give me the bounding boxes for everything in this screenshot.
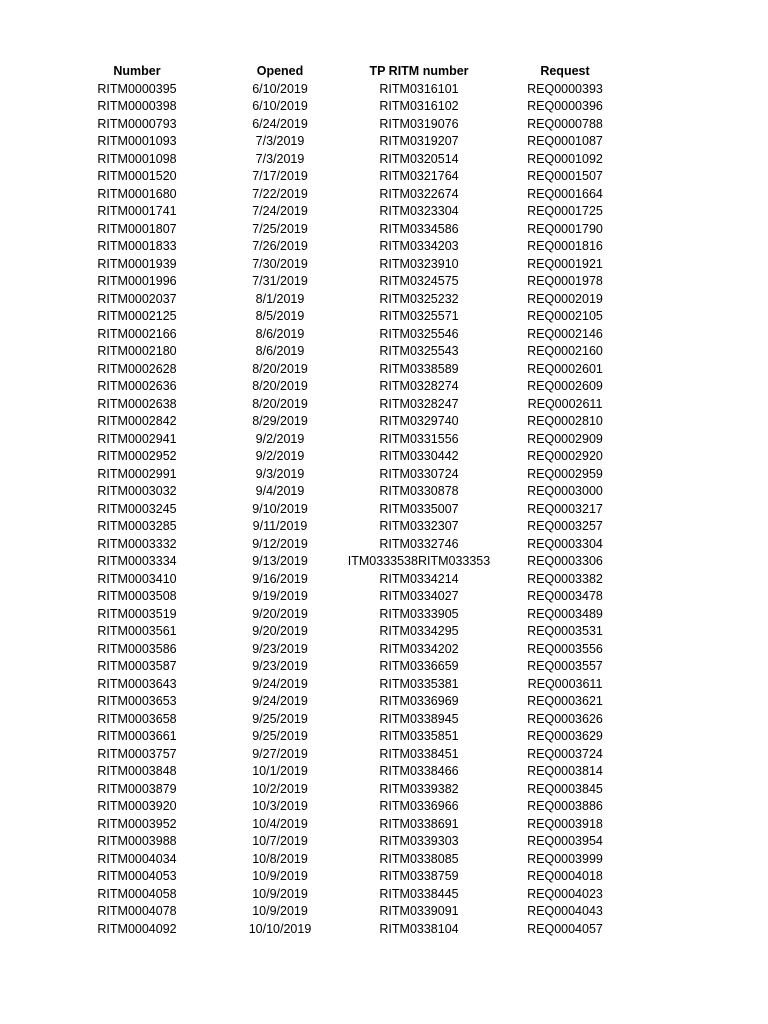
cell-tp-ritm-number: RITM0334203 (379, 239, 459, 253)
cell-tp-ritm-number: RITM0338451 (379, 746, 459, 761)
table-row (0, 536, 768, 554)
table-row (0, 378, 768, 396)
cell-request: REQ0003611 (527, 676, 603, 691)
cell-tp-ritm-number: RITM0319207 (379, 134, 459, 148)
cell-number: RITM0003848 (97, 764, 177, 778)
cell-request: REQ0001507 (527, 169, 603, 183)
cell-tp-ritm-number: RITM0334295 (379, 624, 459, 638)
cell-request: REQ0003257 (527, 519, 603, 533)
cell-opened: 10/10/2019 (248, 921, 312, 936)
cell-number: RITM0002941 (97, 431, 177, 446)
cell-tp-ritm-number: RITM0329740 (379, 414, 459, 428)
cell-number: RITM0003410 (97, 571, 177, 586)
cell-tp-ritm-number: RITM0334214 (379, 571, 459, 586)
cell-request: REQ0003217 (527, 501, 603, 516)
cell-request: REQ0003000 (527, 484, 603, 498)
table-row (0, 413, 768, 431)
table-row (0, 693, 768, 711)
cell-tp-ritm-number: RITM0325571 (379, 309, 459, 323)
table-row (0, 343, 768, 361)
cell-request: REQ0003626 (527, 711, 603, 726)
cell-tp-ritm-number: RITM0338085 (379, 851, 459, 866)
cell-tp-ritm-number: RITM0324575 (379, 274, 459, 288)
cell-tp-ritm-number: RITM0330878 (379, 484, 459, 498)
cell-tp-ritm-number: RITM0331556 (379, 431, 459, 446)
cell-request: REQ0003724 (527, 746, 603, 761)
cell-request: REQ0002959 (527, 466, 603, 481)
cell-request: REQ0002601 (527, 361, 603, 376)
cell-request: REQ0003304 (527, 536, 603, 551)
cell-request: REQ0002160 (527, 344, 603, 358)
cell-request: REQ0001092 (527, 151, 603, 166)
cell-opened: 8/6/2019 (255, 326, 305, 341)
cell-request: REQ0003999 (527, 851, 603, 866)
cell-number: RITM0000398 (97, 99, 177, 113)
table-row (0, 168, 768, 186)
table-row (0, 588, 768, 606)
cell-opened: 9/24/2019 (252, 676, 308, 691)
cell-request: REQ0002810 (527, 414, 603, 428)
cell-opened: 8/29/2019 (252, 414, 308, 428)
cell-opened: 9/2/2019 (255, 431, 305, 446)
cell-opened: 9/23/2019 (252, 659, 308, 673)
cell-opened: 8/20/2019 (252, 379, 308, 393)
cell-opened: 9/16/2019 (252, 571, 308, 586)
cell-request: REQ0002611 (527, 396, 603, 411)
cell-tp-ritm-number: RITM0325546 (379, 326, 459, 341)
cell-request: REQ0003306 (527, 554, 603, 568)
cell-tp-ritm-number: RITM0316101 (379, 81, 459, 96)
cell-number: RITM0003879 (97, 781, 177, 796)
cell-request: REQ0003556 (527, 641, 603, 656)
cell-tp-ritm-number: RITM0335381 (379, 676, 459, 691)
cell-tp-ritm-number: RITM0339382 (379, 781, 459, 796)
cell-number: RITM0003653 (97, 694, 177, 708)
table-row (0, 273, 768, 291)
cell-number: RITM0002628 (97, 361, 177, 376)
cell-number: RITM0001680 (97, 186, 177, 201)
cell-request: REQ0003489 (527, 606, 603, 621)
table-row (0, 466, 768, 484)
table-row (0, 81, 768, 99)
cell-number: RITM0004092 (97, 921, 177, 936)
table-row (0, 851, 768, 869)
cell-request: REQ0002909 (527, 431, 603, 446)
cell-number: RITM0002952 (97, 449, 177, 463)
cell-number: RITM0002636 (97, 379, 177, 393)
cell-opened: 10/3/2019 (252, 799, 308, 813)
table-row (0, 798, 768, 816)
header-number: Number (113, 64, 161, 78)
cell-tp-ritm-number: RITM0323910 (379, 256, 459, 271)
cell-number: RITM0001093 (97, 134, 177, 148)
cell-tp-ritm-number: RITM0338691 (379, 816, 459, 831)
cell-request: REQ0002920 (527, 449, 603, 463)
cell-tp-ritm-number: RITM0338945 (379, 711, 459, 726)
table-row (0, 711, 768, 729)
cell-request: REQ0004043 (527, 904, 603, 918)
cell-number: RITM0002166 (97, 326, 177, 341)
cell-request: REQ0001087 (527, 134, 603, 148)
cell-opened: 9/25/2019 (252, 711, 308, 726)
cell-number: RITM0003245 (97, 501, 177, 516)
cell-opened: 6/24/2019 (252, 116, 308, 131)
cell-tp-ritm-number: RITM0319076 (379, 116, 459, 131)
cell-number: RITM0002125 (97, 309, 177, 323)
cell-number: RITM0004078 (97, 904, 177, 918)
cell-opened: 10/4/2019 (252, 816, 308, 831)
table-row (0, 448, 768, 466)
table-row (0, 518, 768, 536)
cell-number: RITM0003920 (97, 799, 177, 813)
cell-opened: 7/3/2019 (255, 151, 305, 166)
cell-opened: 9/3/2019 (255, 466, 305, 481)
cell-opened: 9/27/2019 (252, 746, 308, 761)
cell-opened: 10/2/2019 (252, 781, 308, 796)
cell-request: REQ0004023 (527, 886, 603, 901)
cell-opened: 10/9/2019 (252, 869, 308, 883)
table-row (0, 571, 768, 589)
cell-opened: 9/13/2019 (252, 554, 308, 568)
cell-request: REQ0003814 (527, 764, 603, 778)
cell-opened: 10/7/2019 (252, 834, 308, 848)
cell-tp-ritm-number: RITM0336966 (379, 799, 459, 813)
cell-opened: 9/12/2019 (252, 536, 308, 551)
cell-request: REQ0000396 (527, 99, 603, 113)
cell-opened: 10/9/2019 (252, 904, 308, 918)
cell-tp-ritm-number: ITM0333538RITM033353 (347, 554, 491, 568)
cell-opened: 7/22/2019 (252, 186, 308, 201)
cell-request: REQ0003629 (527, 729, 603, 743)
table-row (0, 308, 768, 326)
cell-request: REQ0003918 (527, 816, 603, 831)
cell-tp-ritm-number: RITM0321764 (379, 169, 459, 183)
cell-tp-ritm-number: RITM0336659 (379, 659, 459, 673)
cell-opened: 10/8/2019 (252, 851, 308, 866)
cell-tp-ritm-number: RITM0328247 (379, 396, 459, 411)
table-row (0, 483, 768, 501)
cell-tp-ritm-number: RITM0334027 (379, 589, 459, 603)
cell-number: RITM0002638 (97, 396, 177, 411)
cell-request: REQ0002019 (527, 291, 603, 306)
table-row (0, 203, 768, 221)
cell-tp-ritm-number: RITM0332307 (379, 519, 459, 533)
cell-opened: 9/4/2019 (255, 484, 305, 498)
cell-tp-ritm-number: RITM0323304 (379, 204, 459, 218)
cell-opened: 8/20/2019 (252, 361, 308, 376)
cell-opened: 7/26/2019 (252, 239, 308, 253)
cell-request: REQ0001978 (527, 274, 603, 288)
cell-opened: 7/31/2019 (252, 274, 308, 288)
cell-tp-ritm-number: RITM0325543 (379, 344, 459, 358)
cell-opened: 8/1/2019 (255, 291, 305, 306)
cell-number: RITM0002180 (97, 344, 177, 358)
cell-tp-ritm-number: RITM0322674 (379, 186, 459, 201)
cell-number: RITM0004058 (97, 886, 177, 901)
table-row (0, 816, 768, 834)
cell-request: REQ0002609 (527, 379, 603, 393)
table-row (0, 728, 768, 746)
cell-tp-ritm-number: RITM0333905 (379, 606, 459, 621)
cell-opened: 8/6/2019 (255, 344, 305, 358)
cell-opened: 9/20/2019 (252, 624, 308, 638)
cell-number: RITM0002842 (97, 414, 177, 428)
header-row (0, 63, 768, 81)
table-row (0, 221, 768, 239)
cell-opened: 7/3/2019 (255, 134, 305, 148)
cell-number: RITM0000793 (97, 116, 177, 131)
header-tp-ritm-number: TP RITM number (369, 64, 469, 78)
cell-opened: 8/5/2019 (255, 309, 305, 323)
header-opened: Opened (256, 64, 304, 78)
cell-number: RITM0001741 (97, 204, 177, 218)
cell-number: RITM0003988 (97, 834, 177, 848)
cell-number: RITM0003285 (97, 519, 177, 533)
cell-opened: 9/25/2019 (252, 729, 308, 743)
cell-opened: 9/24/2019 (252, 694, 308, 708)
cell-request: REQ0001664 (527, 186, 603, 201)
table-row (0, 868, 768, 886)
cell-number: RITM0003334 (97, 554, 177, 568)
cell-opened: 9/23/2019 (252, 641, 308, 656)
cell-tp-ritm-number: RITM0338759 (379, 869, 459, 883)
cell-tp-ritm-number: RITM0338445 (379, 886, 459, 901)
table-row (0, 833, 768, 851)
cell-number: RITM0003586 (97, 641, 177, 656)
cell-request: REQ0002105 (527, 309, 603, 323)
table-row (0, 256, 768, 274)
cell-number: RITM0004034 (97, 851, 177, 866)
cell-opened: 6/10/2019 (252, 81, 308, 96)
table-row (0, 553, 768, 571)
cell-opened: 10/1/2019 (252, 764, 308, 778)
table-row (0, 116, 768, 134)
table-row (0, 396, 768, 414)
table-row (0, 903, 768, 921)
cell-opened: 7/30/2019 (252, 256, 308, 271)
table-row (0, 361, 768, 379)
cell-request: REQ0001816 (527, 239, 603, 253)
cell-number: RITM0003332 (97, 536, 177, 551)
spreadsheet-table (0, 63, 768, 938)
cell-number: RITM0001833 (97, 239, 177, 253)
cell-tp-ritm-number: RITM0334586 (379, 221, 459, 236)
table-row (0, 151, 768, 169)
cell-number: RITM0003661 (97, 729, 177, 743)
table-row (0, 641, 768, 659)
cell-request: REQ0003557 (527, 659, 603, 673)
table-row (0, 326, 768, 344)
cell-request: REQ0003886 (527, 799, 603, 813)
cell-number: RITM0001098 (97, 151, 177, 166)
cell-number: RITM0001807 (97, 221, 177, 236)
cell-tp-ritm-number: RITM0338104 (379, 921, 459, 936)
table-row (0, 186, 768, 204)
cell-number: RITM0000395 (97, 81, 177, 96)
cell-request: REQ0003621 (527, 694, 603, 708)
cell-request: REQ0002146 (527, 326, 603, 341)
cell-tp-ritm-number: RITM0330442 (379, 449, 459, 463)
table-row (0, 676, 768, 694)
cell-request: REQ0003478 (527, 589, 603, 603)
cell-tp-ritm-number: RITM0316102 (379, 99, 459, 113)
cell-opened: 10/9/2019 (252, 886, 308, 901)
table-row (0, 623, 768, 641)
cell-tp-ritm-number: RITM0325232 (379, 291, 459, 306)
cell-number: RITM0001520 (97, 169, 177, 183)
cell-opened: 9/20/2019 (252, 606, 308, 621)
cell-number: RITM0001939 (97, 256, 177, 271)
cell-tp-ritm-number: RITM0334202 (379, 641, 459, 656)
cell-request: REQ0001921 (527, 256, 603, 271)
cell-opened: 9/10/2019 (252, 501, 308, 516)
cell-opened: 7/25/2019 (252, 221, 308, 236)
cell-request: REQ0000393 (527, 81, 603, 96)
cell-tp-ritm-number: RITM0338589 (379, 361, 459, 376)
cell-request: REQ0004057 (527, 921, 603, 936)
table-row (0, 763, 768, 781)
cell-opened: 8/20/2019 (252, 396, 308, 411)
cell-opened: 7/17/2019 (252, 169, 308, 183)
cell-request: REQ0001725 (527, 204, 603, 218)
cell-number: RITM0003658 (97, 711, 177, 726)
cell-number: RITM0003032 (97, 484, 177, 498)
table-row (0, 886, 768, 904)
table-row (0, 133, 768, 151)
cell-request: REQ0003531 (527, 624, 603, 638)
cell-tp-ritm-number: RITM0339091 (379, 904, 459, 918)
table-row (0, 291, 768, 309)
cell-number: RITM0003643 (97, 676, 177, 691)
cell-number: RITM0002991 (97, 466, 177, 481)
header-request: Request (540, 64, 590, 78)
table-row (0, 658, 768, 676)
table-row (0, 431, 768, 449)
cell-tp-ritm-number: RITM0330724 (379, 466, 459, 481)
table-row (0, 501, 768, 519)
cell-number: RITM0003952 (97, 816, 177, 831)
table-row (0, 746, 768, 764)
cell-opened: 9/11/2019 (252, 519, 308, 533)
cell-request: REQ0003954 (527, 834, 603, 848)
cell-opened: 9/19/2019 (252, 589, 308, 603)
cell-request: REQ0003382 (527, 571, 603, 586)
cell-request: REQ0000788 (527, 116, 603, 131)
table-row (0, 98, 768, 116)
cell-number: RITM0003508 (97, 589, 177, 603)
cell-number: RITM0003519 (97, 606, 177, 621)
cell-tp-ritm-number: RITM0335007 (379, 501, 459, 516)
cell-tp-ritm-number: RITM0338466 (379, 764, 459, 778)
cell-number: RITM0001996 (97, 274, 177, 288)
cell-number: RITM0003757 (97, 746, 177, 761)
cell-number: RITM0002037 (97, 291, 177, 306)
cell-opened: 7/24/2019 (252, 204, 308, 218)
cell-opened: 9/2/2019 (255, 449, 305, 463)
cell-tp-ritm-number: RITM0320514 (379, 151, 459, 166)
cell-request: REQ0001790 (527, 221, 603, 236)
cell-tp-ritm-number: RITM0332746 (379, 536, 459, 551)
cell-tp-ritm-number: RITM0336969 (379, 694, 459, 708)
table-row (0, 606, 768, 624)
cell-request: REQ0004018 (527, 869, 603, 883)
cell-tp-ritm-number: RITM0328274 (379, 379, 459, 393)
cell-number: RITM0003561 (97, 624, 177, 638)
table-row (0, 781, 768, 799)
cell-tp-ritm-number: RITM0339303 (379, 834, 459, 848)
table-row (0, 921, 768, 939)
table-body (0, 81, 768, 939)
table-row (0, 238, 768, 256)
cell-request: REQ0003845 (527, 781, 603, 796)
cell-opened: 6/10/2019 (252, 99, 308, 113)
cell-tp-ritm-number: RITM0335851 (379, 729, 459, 743)
cell-number: RITM0003587 (97, 659, 177, 673)
cell-number: RITM0004053 (97, 869, 177, 883)
